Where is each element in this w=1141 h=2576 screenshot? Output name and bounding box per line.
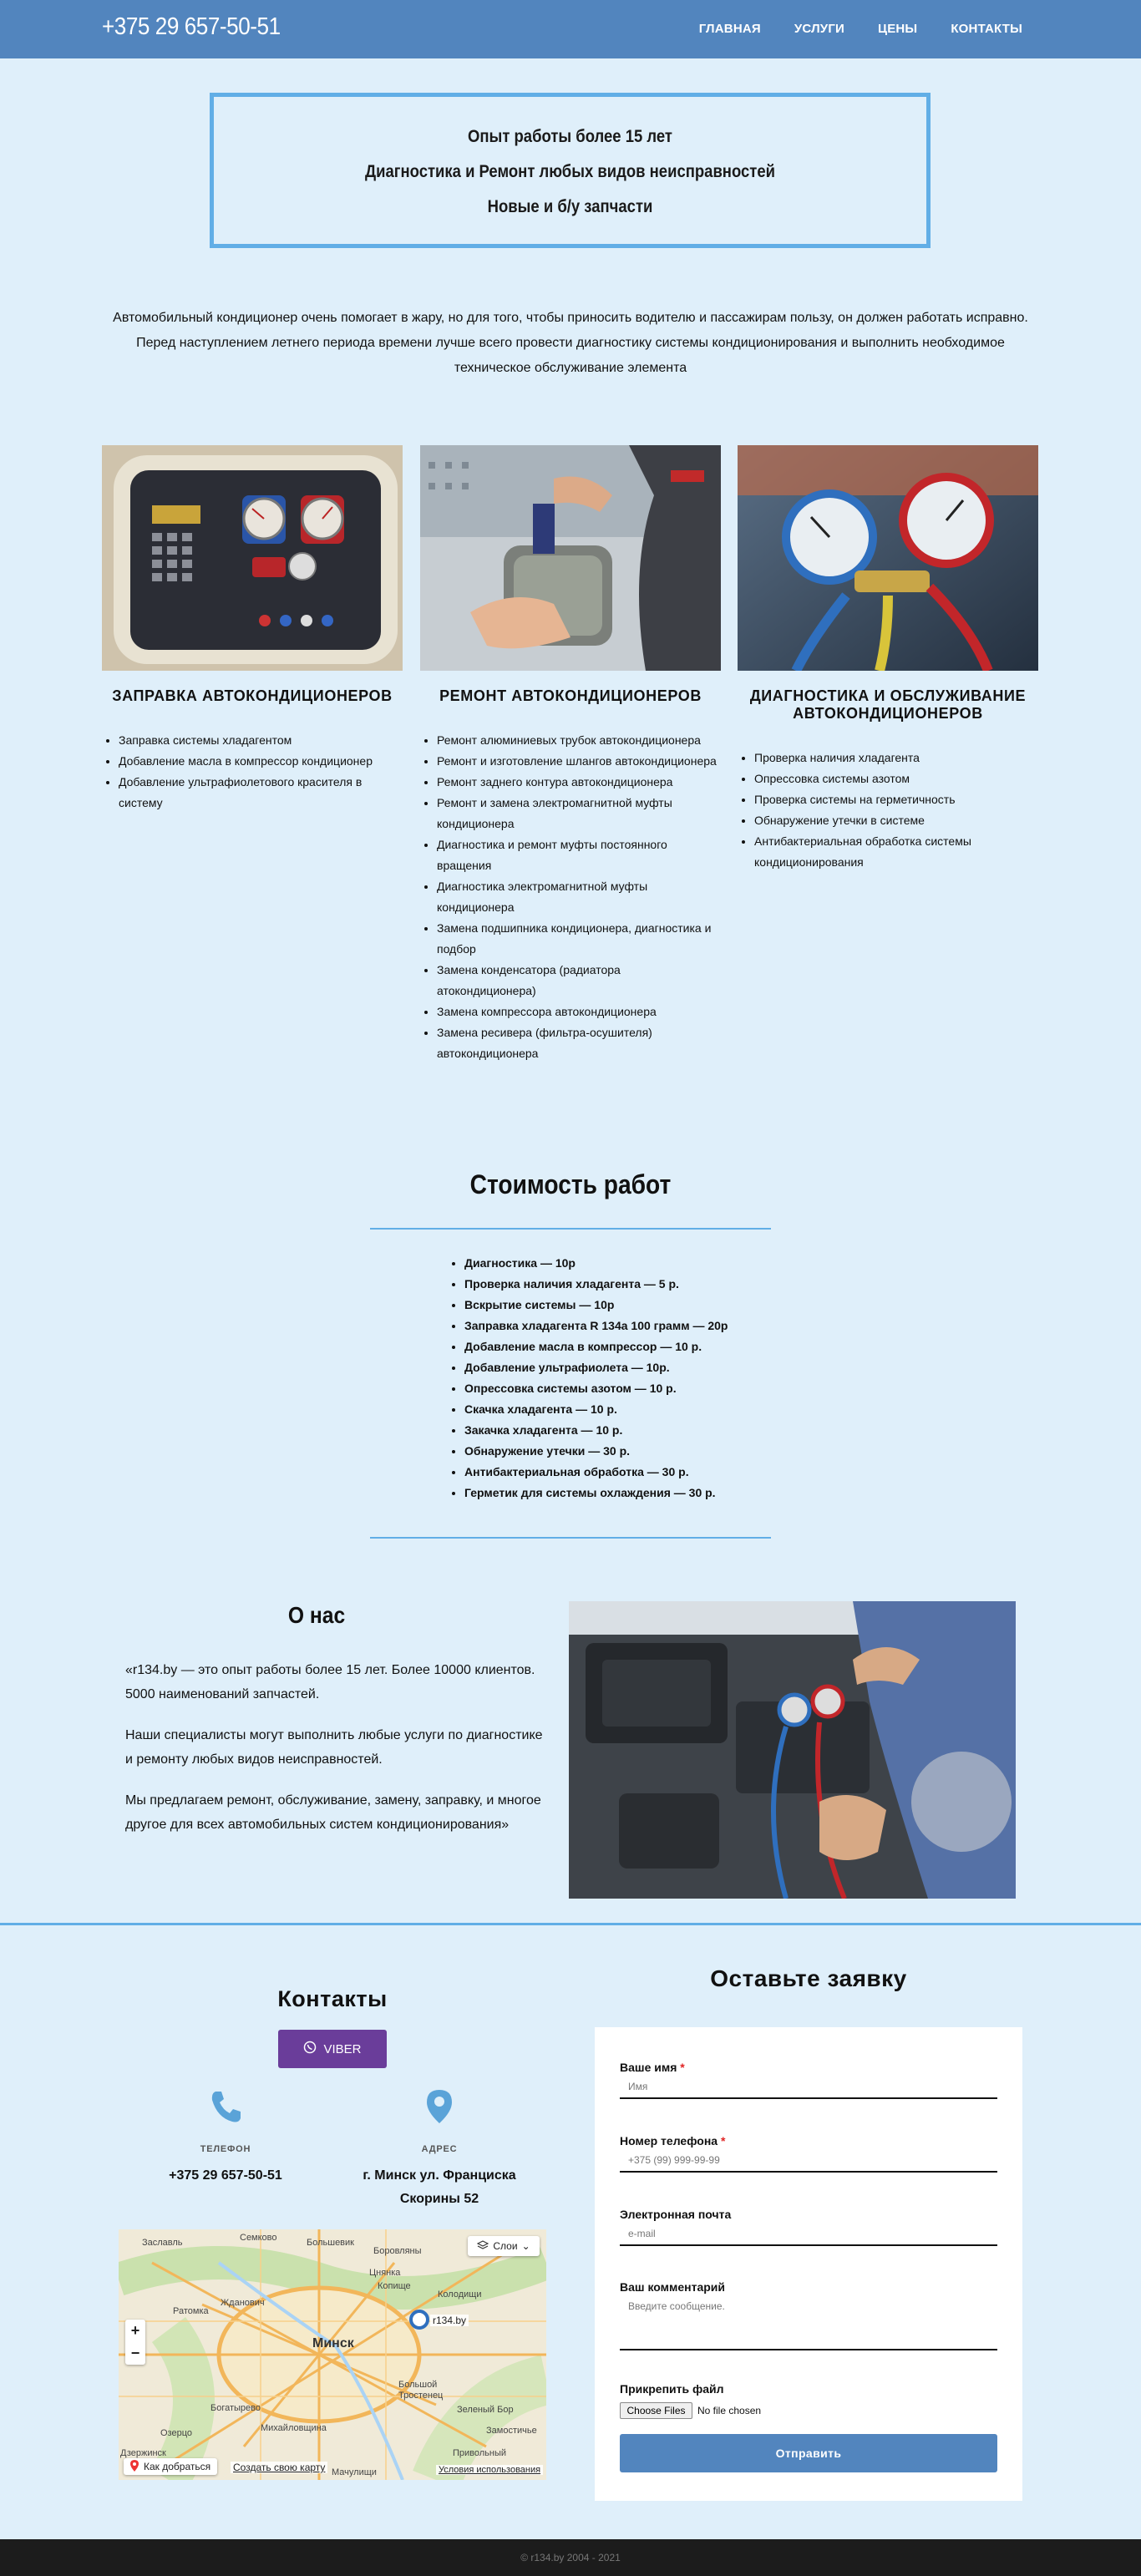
map-label: Большой Тростенец [398, 2380, 444, 2401]
chevron-down-icon: ⌄ [521, 2240, 530, 2252]
map-label: Большевик [307, 2238, 354, 2248]
divider [370, 1537, 771, 1539]
list-item: • Диагностика электромагнитной муфты кондиционера [437, 876, 721, 918]
intro-box [210, 93, 931, 248]
address-caption: АДРЕС [421, 2144, 458, 2154]
location-pin-icon [425, 2114, 454, 2128]
price-item: • Добавление масла в компрессор — 10 р. [464, 1336, 728, 1357]
map-label: Богатырево [210, 2403, 261, 2413]
map-label: Минск [312, 2336, 354, 2350]
map-route-link[interactable] [124, 2458, 217, 2475]
name-input[interactable] [620, 2076, 997, 2099]
price-item: • Обнаружение утечки — 30 р. [464, 1441, 728, 1462]
file-status: No file chosen [697, 2405, 762, 2416]
viber-icon [303, 2041, 317, 2057]
choose-file-button[interactable]: Choose Files [620, 2402, 692, 2419]
list-item: • Замена конденсатора (радиатора атокондиционера) [437, 960, 721, 1001]
zoom-out-button[interactable]: − [130, 2345, 140, 2361]
price-item: • Добавление ультрафиолета — 10р. [464, 1357, 728, 1378]
phone-label: Номер телефона * [620, 2134, 726, 2148]
service-list [738, 748, 1038, 873]
list-item: • Проверка системы на герметичность [754, 789, 1038, 810]
section-divider [0, 1923, 1141, 1925]
map-label: Копище [378, 2281, 411, 2291]
map-label: Зеленый Бор [457, 2405, 514, 2415]
price-item: • Опрессовка системы азотом — 10 р. [464, 1378, 728, 1399]
service-card-refill [102, 445, 403, 814]
name-label: Ваше имя * [620, 2061, 685, 2074]
map-terms-link[interactable]: Условия использования [436, 2465, 543, 2475]
gauges-photo [738, 445, 1038, 671]
map-label: Боровляны [373, 2246, 422, 2256]
intro-line: Опыт работы более 15 лет [468, 127, 672, 146]
map-canvas [119, 2229, 546, 2480]
address-value: г. Минск ул. Франциска Скорины 52 [363, 2168, 516, 2206]
map-label: Заславль [142, 2238, 183, 2248]
divider [370, 1228, 771, 1230]
intro-line: Диагностика и Ремонт любых видов неисправностей [365, 162, 775, 181]
intro-line: Новые и б/у запчасти [487, 197, 653, 216]
map-pin-icon [130, 2460, 139, 2474]
service-title: ДИАГНОСТИКА И ОБСЛУЖИВАНИЕ АВТОКОНДИЦИОНЕРОВ [749, 687, 1027, 722]
service-list [102, 730, 403, 814]
list-item: • Ремонт алюминиевых трубок автокондиционера [437, 730, 721, 751]
price-item: • Антибактериальная обработка — 30 р. [464, 1462, 728, 1483]
list-item: • Добавление масла в компрессор кондиционер [119, 751, 403, 772]
contact-address [339, 2088, 540, 2211]
phone-icon [209, 2114, 242, 2128]
map-widget[interactable] [119, 2229, 546, 2480]
map-label: Мачулищи [332, 2467, 377, 2477]
engine-bay-photo [569, 1601, 1016, 1899]
email-input[interactable] [620, 2223, 997, 2246]
map-label: Ратомка [173, 2306, 209, 2316]
map-label: Привольный [453, 2448, 507, 2458]
about-title: О нас [287, 1602, 346, 1628]
list-item: • Диагностика и ремонт муфты постоянного вращения [437, 834, 721, 876]
map-label: Озерцо [160, 2428, 193, 2438]
list-item: • Замена компрессора автокондиционера [437, 1001, 721, 1022]
map-label: Михайловщина [261, 2423, 327, 2433]
map-label: Жданович [221, 2298, 265, 2308]
ac-station-photo [102, 445, 403, 671]
price-item: • Скачка хладагента — 10 р. [464, 1399, 728, 1420]
list-item: • Ремонт и замена электромагнитной муфты кондиционера [437, 793, 721, 834]
list-item: • Замена подшипника кондиционера, диагностика и подбор [437, 918, 721, 960]
list-item: • Обнаружение утечки в системе [754, 810, 1038, 831]
price-item: • Заправка хладагента R 134a 100 грамм — 20р [464, 1316, 728, 1336]
contact-phone [125, 2088, 326, 2188]
layers-icon [477, 2240, 489, 2253]
list-item: • Заправка системы хладагентом [119, 730, 403, 751]
layers-label: Слои [493, 2240, 518, 2252]
map-label: Цнянка [369, 2268, 401, 2278]
request-form [595, 2027, 1022, 2501]
email-label: Электронная почта [620, 2208, 732, 2221]
price-item: • Закачка хладагента — 10 р. [464, 1420, 728, 1441]
map-label: Колодищи [438, 2289, 482, 2300]
map-label: Дзержинск [120, 2448, 166, 2458]
list-item: • Проверка наличия хладагента [754, 748, 1038, 768]
price-item: • Проверка наличия хладагента — 5 р. [464, 1274, 728, 1295]
pricing-title: Стоимость работ [469, 1169, 672, 1199]
site-footer [0, 2539, 1141, 2576]
price-item: • Герметик для системы охлаждения — 30 р. [464, 1483, 728, 1504]
comment-label: Ваш комментарий [620, 2280, 726, 2294]
site-header [0, 0, 1141, 58]
zoom-in-button[interactable]: + [130, 2322, 140, 2339]
nav-contacts[interactable]: КОНТАКТЫ [951, 22, 1022, 36]
price-item: • Вскрытие системы — 10р [464, 1295, 728, 1316]
list-item: • Добавление ультрафиолетового красителя в систему [119, 772, 403, 814]
phone-value[interactable]: +375 29 657-50-51 [169, 2168, 282, 2183]
phone-caption: ТЕЛЕФОН [200, 2144, 251, 2154]
list-item: • Опрессовка системы азотом [754, 768, 1038, 789]
service-list [420, 730, 721, 1064]
nav-home[interactable]: ГЛАВНАЯ [698, 22, 761, 36]
map-label: Замостичье [486, 2426, 537, 2436]
contacts-title: Контакты [277, 1986, 388, 2011]
service-title: ЗАПРАВКА АВТОКОНДИЦИОНЕРОВ [112, 687, 393, 704]
phone-input[interactable] [620, 2149, 997, 2173]
create-map-link[interactable]: Создать свою карту [231, 2462, 327, 2473]
about-text [125, 1658, 551, 1853]
about-paragraph: Наши специалисты могут выполнить любые услуги по диагностике и ремонту любых видов неисправностей. [125, 1728, 543, 1767]
route-label: Как добраться [144, 2461, 211, 2472]
header-phone[interactable]: +375 29 657-50-51 [102, 13, 281, 40]
list-item: • Ремонт и изготовление шлангов автокондиционера [437, 751, 721, 772]
nav-services[interactable]: УСЛУГИ [794, 22, 845, 36]
price-item: • Диагностика — 10р [464, 1253, 728, 1274]
main-nav [666, 22, 1022, 36]
service-card-diagnostics [738, 445, 1038, 873]
submit-button[interactable]: Отправить [620, 2434, 997, 2472]
compressor-repair-photo [420, 445, 721, 671]
map-label: Семково [240, 2233, 277, 2243]
about-paragraph: «r134.by — это опыт работы более 15 лет. Более 10000 клиентов. 5000 наименований запчастей. [125, 1663, 535, 1701]
list-item: • Ремонт заднего контура автокондиционера [437, 772, 721, 793]
viber-label: VIBER [323, 2041, 362, 2056]
comment-textarea[interactable] [620, 2295, 997, 2350]
map-marker-label[interactable]: r134.by [430, 2315, 469, 2326]
form-title: Оставьте заявку [710, 1965, 907, 1991]
map-zoom-control [125, 2320, 145, 2365]
file-label: Прикрепить файл [620, 2382, 724, 2396]
map-layers-button[interactable] [468, 2236, 540, 2256]
lead-text: Автомобильный кондиционер очень помогает в жару, но для того, чтобы приносить водителю и пассажирам пользу, он должен работать исправно. Перед наступлением летнего периода времени лучше всего провести диагностику системы кондиционирования и выполнить необходимое техническое обслуживание элемента [113, 311, 1028, 375]
price-list [448, 1253, 728, 1504]
service-card-repair [420, 445, 721, 1064]
viber-button[interactable] [278, 2030, 387, 2068]
copyright: © r134.by 2004 - 2021 [520, 2552, 621, 2563]
list-item: • Антибактериальная обработка системы кондиционирования [754, 831, 1038, 873]
service-title: РЕМОНТ АВТОКОНДИЦИОНЕРОВ [439, 687, 702, 704]
list-item: • Замена ресивера (фильтра-осушителя) автокондиционера [437, 1022, 721, 1064]
nav-prices[interactable]: ЦЕНЫ [878, 22, 918, 36]
about-paragraph: Мы предлагаем ремонт, обслуживание, замену, заправку, и многое другое для всех автомобильных систем кондиционирования» [125, 1793, 541, 1832]
